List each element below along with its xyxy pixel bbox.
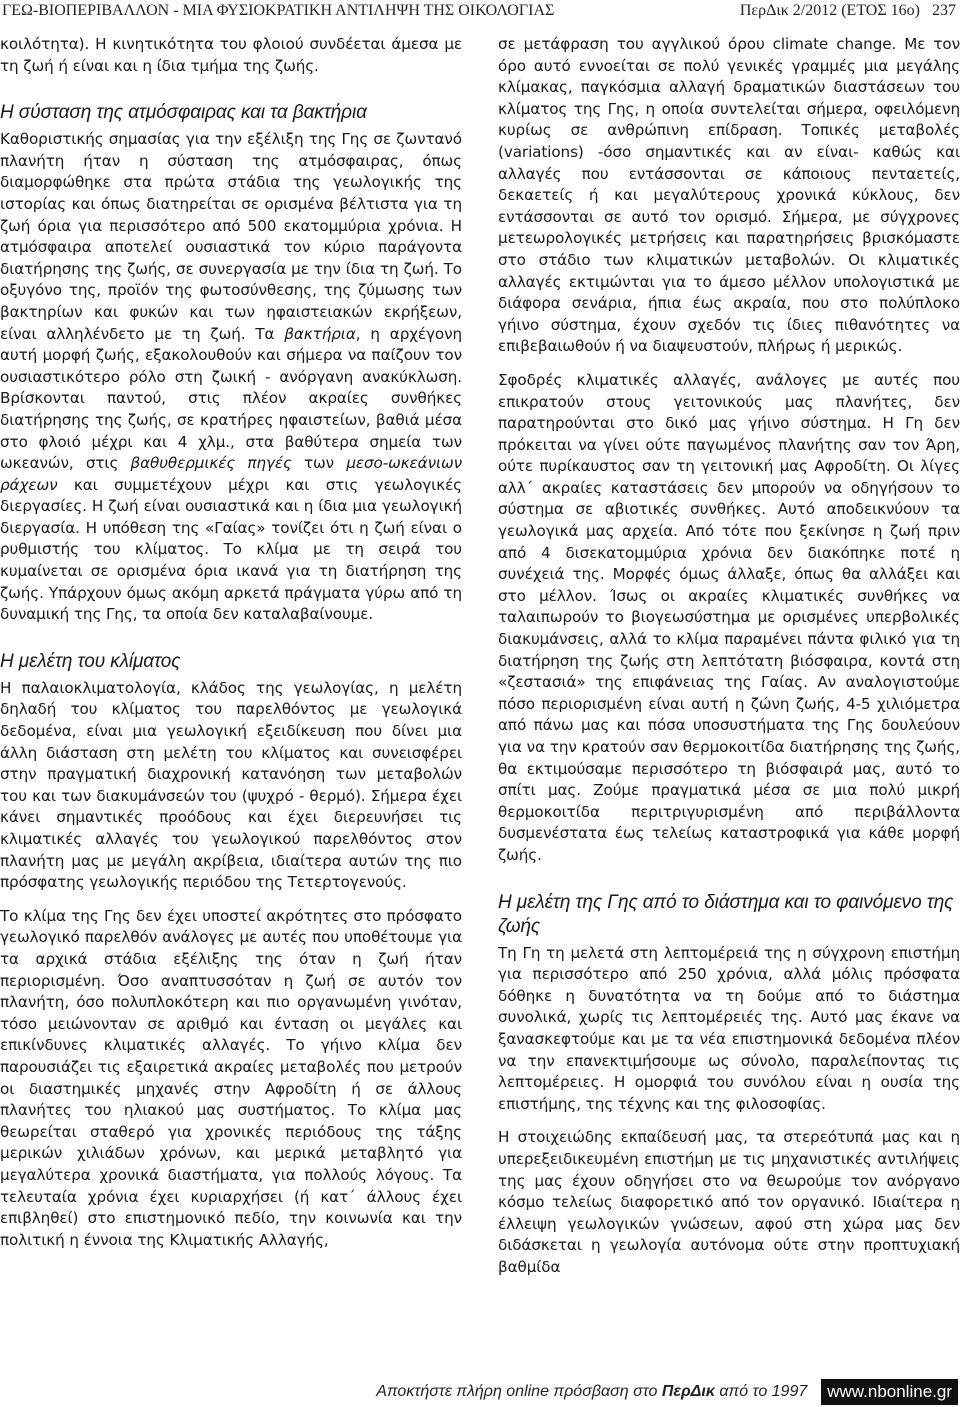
promo-brand: ΠερΔικ: [661, 1383, 715, 1400]
paragraph: Τη Γη τη μελετά στη λεπτομέρειά της η σύγχρονη επιστήμη για περισσότερο από 250 χρόνια, αλλά μόλις πρόσφατα δόθηκε η δυνατότητα να τη δούμε από το διάστημα συνολικά, χωρίς τις λεπτομέρειές της. Αυτό μας έκανε να ξανασκεφτούμε και με τα νέα επιστημονικά δεδομένα πλέον να την επανεκτιμήσουμε ως σύνολο, παραλείποντας τις λεπτομέρειες. Η ομορφιά του συνόλου είναι η ουσία της επιστήμης, της τέχνης και της φιλοσοφίας.: [498, 943, 960, 1113]
paragraph: [0, 129, 462, 626]
text-run: , η αρχέγονη αυτή μορφή ζωής, εξακολουθούν και σήμερα να παίζουν τον ουσιαστικότερο ρόλο στη ζωική - ανόργανη ανακύκλωση. Βρίσκονται παντού, στις πλέον ακραίες συνθήκες διατήρησης της ζωής, σε κρατήρες ηφαιστείων, βαθιά μέσα στο φλοιό μέχρι και 4 χλμ., στα βαθύτερα σημεία των ωκεανών, στις: [0, 324, 463, 473]
right-column: [498, 34, 960, 1278]
paragraph: Το κλίμα της Γης δεν έχει υποστεί ακρότητες στο πρόσφατο γεωλογικό παρελθόν ανάλογες με αυτές που υποθέτουμε για τα αρχικά στάδια εξέλιξης της όταν η ζωή ήταν περιορισμένη. Όσο αναπτυσσόταν η ζωή σε αυτόν τον πλανήτη, όσο πολυπλοκότερη και πιο οργανωμένη γινόταν, τόσο μειώνονταν σε αριθμό και ένταση οι μεγάλες και επικίνδυνες κλιματικές αλλαγές. Το γήινο κλίμα δεν παρουσιάζει τις εξαιρετικά ακραίες μεταβολές που μετρούν οι διαστημικές μηχανές στην Αφροδίτη ή σε άλλους πλανήτες του ηλιακού μας συστήματος. Το κλίμα μας θεωρείται σταθερό για χρονικές περιόδους της τάξης μερικών χιλιάδων χρόνων, και μερικά μεταβλητό για μεγαλύτερα χρονικά διαστήματα, για πολλούς λόγους. Τα τελευταία χρόνια έχει κυριαρχήσει (ή κατ΄ άλλους έχει επιβληθεί) στο επιστημονικό πεδίο, την κοινωνία και την πολιτική η έννοια της Κλιματικής Αλλαγής,: [0, 906, 462, 1249]
paragraph: κοιλότητα). Η κινητικότητα του φλοιού συνδέεται άμεσα με τη ζωή ή είναι και η ίδια τμήμα της ζωής.: [0, 35, 462, 75]
promo-text: από το 1997: [714, 1383, 808, 1400]
text-run: και συμμετέχουν μέχρι και στις γεωλογικές διεργασίες. Η ζωή είναι ουσιαστικά και η ίδια μια γεωλογική διεργασία. Η υπόθεση της «Γαίας» τονίζει ότι η ζωή είναι ο ρυθμιστής του κλίματος. Το κλίμα με τη σειρά του κυμαίνεται σε ορισμένα όρια ικανά για τη διατήρηση της ζωής. Υπάρχουν όμως ακόμη αρκετά πράγματα γύρω από τη δυναμική της Γης, τα οποία δεν καταλαβαίνουμε.: [0, 475, 462, 624]
running-header: [0, 0, 960, 22]
subscription-promo: [376, 1383, 807, 1401]
italic-term: μεσο-ωκεάνιων ράχεων: [0, 454, 462, 494]
footer: [0, 1378, 960, 1406]
issue-label: ΠερΔικ 2/2012 (ΕΤΟΣ 16ο): [739, 2, 920, 19]
paragraph: Η στοιχειώδης εκπαίδευσή μας, τα στερεότυπά μας και η υπερεξειδικευμένη επιστήμη με τις μηχανιστικές αντιλήψεις της μας έχουν οδηγήσει στο να θεωρούμε τον ανόργανο κόσμο τελείως διαφορετικό από τον οργανικό. Ιδιαίτερα η έλλειψη γεωλογικών γνώσεων, αφού στη χώρα μας δεν διδάσκεται η γεωλογία αυτόνομα ούτε στην προπτυχιακή βαθμίδα: [498, 1128, 960, 1276]
paragraph: Σφοδρές κλιματικές αλλαγές, ανάλογες με αυτές που επικρατούν στους γειτονικούς μας πλανήτες, δεν παρατηρούνται στο δικό μας γήινο σύστημα. Η Γη δεν πρόκειται να γίνει ούτε παγωμένος πλανήτης σαν τον Άρη, ούτε πυρίκαυστος σαν τη γειτονική μας Αφροδίτη. Οι λίγες αλλ΄ ακραίες καταστάσεις δεν μπορούν να οδηγήσουν το σύστημα σε αβιοτικές συνθήκες. Αυτό αποδεικνύουν τα γεωλογικά μας αρχεία. Από τότε που ξεκίνησε η ζωή πριν από 4 δισεκατομμύρια χρόνια δεν διακόπηκε ποτέ η συνέχειά της. Μορφές όμως άλλαξε, όπως θα αλλάξει και στο μέλλον. Ίσως οι ακραίες κλιματικές συνθήκες να ταλαιπωρούν το βιογεωσύστημα με ορισμένες υπερβολικές διακυμάνσεις, αλλά το κλίμα παραμένει πάντα φιλικό για τη διατήρηση της ζωής στη λεπτότατη βιόσφαιρα, κοντά στη «ζεστασιά» της επιφάνειας της Γαίας. Αν αναλογιστούμε πόσο περιορισμένη είναι αυτή η ζώνη ζωής, 4-5 χιλιόμετρα από πάνω μας και πόσα υποσυστήματα της Γης δουλεύουν για να την κρατούν σαν θερμοκοιτίδα διατήρησης της ζωής, θα εκτιμούσαμε περισσότερο τη βιόσφαιρά μας, αυτό το σπίτι μας. Ζούμε πραγματικά μέσα σε μια πολύ μικρή θερμοκοιτίδα περιτριγυρισμένη από περιβάλλοντα δυσμενέστατα έως τελείως καταστροφικά για κάθε μορφή ζωής.: [498, 370, 960, 864]
italic-term: βακτήρια: [284, 324, 356, 343]
text-run: των: [291, 454, 347, 473]
website-link[interactable]: www.nbonline.gr: [821, 1379, 958, 1405]
promo-text: Αποκτήστε πλήρη online πρόσβαση στο: [376, 1383, 662, 1400]
page-number: 237: [932, 2, 956, 19]
italic-term: βαθυθερμικές πηγές: [130, 454, 292, 473]
left-column: [0, 34, 462, 1251]
text-run: Καθοριστικής σημασίας για την εξέλιξη της Γης σε ζωντανό πλανήτη ήταν η σύσταση της ατμόσφαιρας, όπως διαμορφώθηκε στα πρώτα στάδια της γεωλογικής της ιστορίας και όπως διατηρείται σε ορισμένα βέλτιστα για τη ζωή όρια για περισσότερο από 500 εκατομμύρια χρόνια. Η ατμόσφαιρα αποτελεί ουσιαστικά τον κύριο παράγοντα διατήρησης της ζωής, σε συνεργασία με την ίδια τη ζωή. Το οξυγόνο της, προϊόν της φωτοσύνθεσης, της ζύμωσης των βακτηρίων και φυκών και των ηφαιστειακών εκρήξεων, είναι αλληλένδετο με τη ζωή. Τα: [0, 130, 462, 343]
paragraph: Η παλαιοκλιματολογία, κλάδος της γεωλογίας, η μελέτη δηλαδή του κλίματος του παρελθόντος με γεωλογικά δεδομένα, είναι μια γεωλογική εξειδίκευση που δίνει μια άλλη διάσταση στη μελέτη του κλίματος και συνεισφέρει στην πραγματική διαχρονική κατανόηση των μεταβολών του και των διακυμάνσεών του (ψυχρό - θερμό). Σήμερα έχει κάνει σημαντικές προόδους και έχει διερευνήσει τις κλιματικές αλλαγές του γεωλογικού παρελθόντος στον πλανήτη μας με μεγάλη ακρίβεια, ιδιαίτερα αυτών της πιο πρόσφατης γεωλογικής περιόδου της Τετερτογενούς.: [0, 678, 462, 892]
issue-and-page: [740, 2, 960, 20]
section-heading: Η μελέτη της Γης από το διάστημα και το φαινόμενο της ζωής: [498, 891, 954, 937]
section-heading: Η μελέτη του κλίματος: [0, 650, 181, 672]
paragraph: σε μετάφραση του αγγλικού όρου climate change. Με τον όρο αυτό εννοείται σε πολύ γενικές γραμμές μια μεγάλης κλίμακας, παγκόσμια αλλαγή δραματικών διαστάσεων του κλίματος της Γης, η οποία συντελείται σήμερα, οφειλόμενη κυρίως σε ανθρώπινη επίδραση. Τοπικές μεταβολές (variations) -όσο σημαντικές και αν είναι- καθώς και αλλαγές που εντάσσονται σε κάποιους πενταετείς, δεκαετείς ή και μεγαλύτερους χρονικά κύκλους, δεν εντάσσονται σε αυτό τον ορισμό. Σήμερα, με σύγχρονες μετεωρολογικές μετρήσεις και παρατηρήσεις βρισκόμαστε στο στάδιο των κλιματικών μεταβολών. Οι κλιματικές αλλαγές εκτιμώνται για το άμεσο μέλλον υπολογιστικά με διάφορα σενάρια, ήπια έως ακραία, που στο πολύπλοκο γήινο σύστημα, έχουν σχεδόν τις ίδιες πιθανότητες να επιβεβαιωθούν ή να διαψευστούν, πλήρως ή μερικώς.: [498, 35, 960, 356]
section-heading: Η σύσταση της ατμόσφαιρας και τα βακτήρια: [0, 102, 367, 124]
section-title: ΓΕΩ-ΒΙΟΠΕΡΙΒΑΛΛΟΝ - ΜΙΑ ΦΥΣΙΟΚΡΑΤΙΚΗ ΑΝΤΙΛΗΨΗ ΤΗΣ ΟΙΚΟΛΟΓΙΑΣ: [2, 2, 555, 19]
